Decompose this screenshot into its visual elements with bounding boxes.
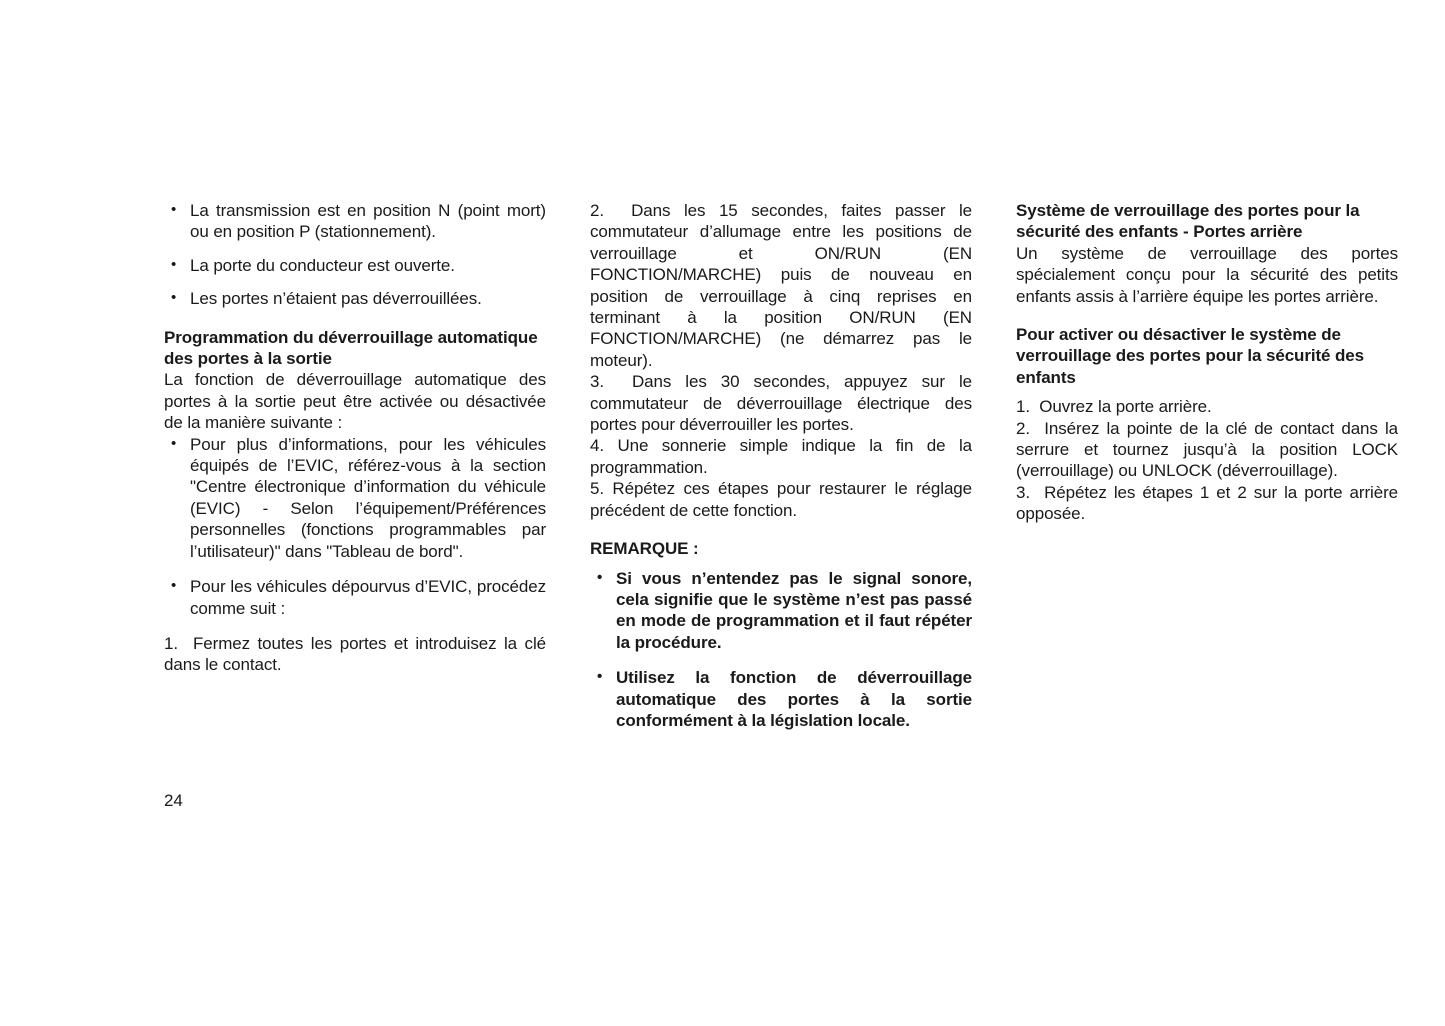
programmation-bullet-list: [164, 434, 546, 619]
spacer: [590, 560, 972, 568]
step-text: Ouvrez la porte arrière.: [1039, 397, 1212, 417]
step-item-3: [1016, 482, 1398, 525]
step-number: 1.: [1016, 397, 1040, 417]
step-item-4: [590, 435, 972, 478]
step-text: Fermez toutes les portes et introduisez la clé dans le contact.: [164, 633, 546, 675]
step-number: 3.: [1016, 482, 1045, 502]
column-2: [590, 200, 972, 745]
list-item: • La porte du conducteur est ouverte.: [164, 255, 546, 276]
step-item-2: [1016, 418, 1398, 482]
step-number: 3.: [590, 372, 632, 392]
step-number: 5.: [590, 479, 613, 499]
paragraph-child-safety-intro: Un système de verrouillage des portes spécialement conçu pour la sécurité des petits enfants assis à l’arrière équipe les portes arrière.: [1016, 243, 1398, 306]
list-item: • Pour plus d’informations, pour les véhicules équipés de l’EVIC, référez-vous à la section "Centre électronique d’information du véhicule (EVIC) - Selon l’équipement/Préférences personnelles (fonctions programmables par l’utilisateur)" dans "Tableau de bord".: [164, 434, 546, 562]
step-item-1: [1016, 396, 1398, 417]
step-text: Dans les 30 secondes, appuyez sur le commutateur de déverrouillage électrique des portes pour déverrouiller les portes.: [590, 372, 972, 435]
section-heading-activate-deactivate: Pour activer ou désactiver le système de verrouillage des portes pour la sécurité des enfants: [1016, 325, 1365, 387]
step-number: 2.: [590, 201, 632, 220]
list-item: • Si vous n’entendez pas le signal sonore, cela signifie que le système n’est pas passé en mode de programmation et il faut répéter la procédure.: [590, 568, 972, 654]
step-text: Une sonnerie simple indique la fin de la programmation.: [590, 436, 972, 477]
list-item: • Pour les véhicules dépourvus d’EVIC, procédez comme suit :: [164, 576, 546, 619]
list-item: • La transmission est en position N (point mort) ou en position P (stationnement).: [164, 200, 546, 243]
note-label: REMARQUE :: [590, 539, 699, 559]
page-number: 24: [164, 791, 183, 810]
step-item-2: [590, 200, 972, 371]
step-item-3: [590, 371, 972, 435]
section-heading-programmation: Programmation du déverrouillage automatique des portes à la sortie: [164, 327, 538, 369]
section-heading-child-safety-locks: Système de verrouillage des portes pour la sécurité des enfants - Portes arrière: [1016, 201, 1360, 242]
step-number: 1.: [164, 633, 194, 653]
paragraph-programmation-intro: La fonction de déverrouillage automatique des portes à la sortie peut être activée ou désactivée de la manière suivante :: [164, 370, 546, 433]
step-text: Insérez la pointe de la clé de contact dans la serrure et tournez jusqu’à la position LOCK (verrouillage) ou UNLOCK (déverrouillage).: [1016, 418, 1398, 481]
conditions-bullet-list: [164, 200, 546, 310]
step-text: Répétez les étapes 1 et 2 sur la porte arrière opposée.: [1016, 482, 1398, 524]
column-3: [1016, 200, 1398, 525]
column-1: [164, 200, 546, 676]
note-bullet-list: [590, 568, 972, 732]
three-column-body: [164, 200, 1396, 745]
list-item: • Les portes n’étaient pas déverrouillées.: [164, 288, 546, 309]
step-item-1: [164, 633, 546, 676]
list-item: • Utilisez la fonction de déverrouillage automatique des portes à la sortie conformément à la législation locale.: [590, 667, 972, 731]
step-item-5: [590, 478, 972, 521]
spacer: [1016, 388, 1398, 396]
step-number: 4.: [590, 436, 618, 456]
step-number: 2.: [1016, 418, 1045, 438]
step-text: Répétez ces étapes pour restaurer le réglage précédent de cette fonction.: [590, 479, 973, 520]
step-text: Dans les 15 secondes, faites passer le commutateur d’allumage entre les positions de verrouillage et ON/RUN (EN FONCTION/MARCHE) puis de nouveau en position de verrouillage à cinq reprises en terminant à la position ON/RUN (EN FONCTION/MARCHE) (ne démarrez pas le moteur).: [590, 201, 972, 370]
